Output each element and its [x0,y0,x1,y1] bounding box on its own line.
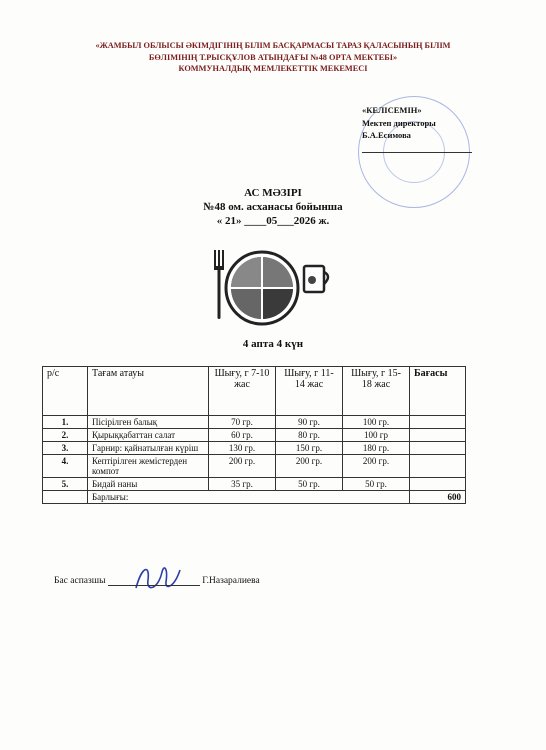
menu-title-line-1: АС МӘЗІРІ [244,187,302,199]
portion-7-10: 35 гр. [209,478,276,491]
portion-11-14: 90 гр. [276,416,343,429]
total-empty-cell [43,491,88,504]
dish-name: Пісірілген балық [88,416,209,429]
menu-date: « 21» ____05___2026 ж. [216,215,330,227]
portion-15-18: 50 гр. [343,478,410,491]
row-number: 1. [43,416,88,429]
dish-name: Кептірілген жемістерден компот [88,455,209,478]
approval-position: Мектеп директоры [362,117,436,128]
portion-11-14: 150 гр. [276,442,343,455]
price [410,478,466,491]
portion-15-18: 100 гр. [343,416,410,429]
table-row [43,442,466,455]
approval-title: «КЕЛІСЕМІН» [362,105,422,115]
total-label: Барлығы: [88,491,410,504]
menu-table [42,366,466,504]
dish-name: Гарнир: қайнатылған күріш [88,442,209,455]
approval-signature-line [362,144,472,153]
approval-block [362,104,502,153]
dish-name: Бидай наны [88,478,209,491]
approval-name: Б.А.Есимова [362,130,411,140]
price [410,442,466,455]
total-row [43,491,466,504]
col-header-number: р/с [43,367,88,416]
portion-11-14: 200 гр. [276,455,343,478]
portion-15-18: 100 гр [343,429,410,442]
week-day-label: 4 апта 4 күн [242,338,304,350]
chef-signature [54,575,314,586]
dish-name: Қырыққабаттан салат [88,429,209,442]
table-row [43,455,466,478]
row-number: 3. [43,442,88,455]
portion-7-10: 60 гр. [209,429,276,442]
price [410,455,466,478]
portion-15-18: 200 гр. [343,455,410,478]
signature-line [108,575,200,586]
organization-header [40,40,506,75]
table-row [43,429,466,442]
col-header-dish: Тағам атауы [88,367,209,416]
table-row [43,416,466,429]
table-header-row [43,367,466,416]
header-line-3: КОММУНАЛДЫҚ МЕМЛЕКЕТТІК МЕКЕМЕСІ [178,64,368,73]
table-row [43,478,466,491]
healthy-plate-icon [200,242,340,332]
portion-7-10: 130 гр. [209,442,276,455]
price [410,429,466,442]
portion-7-10: 200 гр. [209,455,276,478]
menu-title [100,186,446,228]
portion-7-10: 70 гр. [209,416,276,429]
portion-15-18: 180 гр. [343,442,410,455]
header-line-1: «ЖАМБЫЛ ОБЛЫСЫ ӘКІМДІГІНІҢ БІЛІМ БАСҚАРМАСЫ ТАРАЗ ҚАЛАСЫНЫҢ БІЛІМ [95,41,451,50]
row-number: 2. [43,429,88,442]
col-header-age-7-10: Шығу, г 7-10 жас [209,367,276,416]
col-header-age-11-14: Шығу, г 11-14 жас [276,367,343,416]
portion-11-14: 80 гр. [276,429,343,442]
portion-11-14: 50 гр. [276,478,343,491]
chef-role: Бас аспазшы [54,576,106,586]
row-number: 4. [43,455,88,478]
col-header-age-15-18: Шығу, г 15-18 жас [343,367,410,416]
col-header-price: Бағасы [410,367,466,416]
price [410,416,466,429]
menu-title-line-2: №48 ом. асханасы бойынша [203,201,343,213]
total-value: 600 [410,491,466,504]
chef-name: Г.Назаралиева [202,576,260,586]
row-number: 5. [43,478,88,491]
header-line-2: БӨЛІМІНІҢ Т.РЫСҚҰЛОВ АТЫНДАҒЫ №48 ОРТА МЕКТЕБІ» [148,52,398,62]
